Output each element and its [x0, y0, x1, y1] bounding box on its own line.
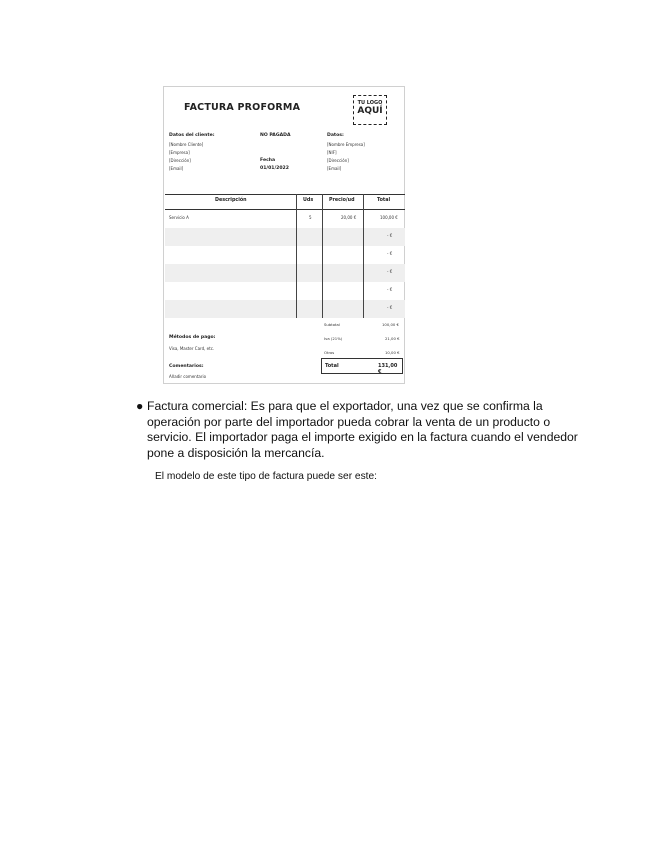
bullet-dot: ● — [136, 399, 144, 413]
company-data-label: Datos: — [327, 133, 344, 138]
row-total: - € — [387, 269, 393, 274]
column-divider — [363, 194, 364, 318]
invoice-title: FACTURA PROFORMA — [184, 102, 301, 113]
table-row — [165, 246, 405, 264]
date-value: 01/01/2022 — [260, 166, 289, 171]
client-label: Datos del cliente: — [169, 133, 215, 138]
comments-label: Comentarios: — [169, 364, 204, 369]
subtotal-label: Subtotal — [324, 322, 340, 327]
company-line: [Email] — [327, 166, 342, 171]
client-line: [Dirección] — [169, 158, 191, 163]
table-row — [165, 300, 405, 318]
iva-label: Iva (21%) — [324, 336, 343, 341]
client-line: [Empresa] — [169, 150, 190, 155]
row-total: 100,00 € — [380, 215, 398, 220]
col-units: Uds — [303, 198, 314, 203]
row-price: 20,00 € — [341, 215, 357, 220]
client-line: [Email] — [169, 166, 184, 171]
client-line: [Nombre Cliente] — [169, 142, 204, 147]
row-total: - € — [387, 251, 393, 256]
iva-value: 21,00 € — [385, 336, 400, 341]
comments-value: Añadir comentario — [169, 374, 207, 379]
bullet-item — [136, 399, 596, 461]
bullet-text: Factura comercial: Es para que el exportador, una vez que se confirma la operación por parte del importador pueda cobrar la venta de un producto o servicio. El importador paga el importe exigido en la factura cuando el vendedor pone a disposición la mercancía. — [147, 399, 578, 460]
col-price: Precio/ud — [329, 198, 355, 203]
table-row — [165, 210, 405, 228]
table-row — [165, 264, 405, 282]
bullet-paragraph — [147, 399, 596, 461]
table-row — [165, 282, 405, 300]
column-divider — [322, 194, 323, 318]
total-value: 131,00 € — [378, 363, 398, 375]
client-lines — [169, 141, 203, 173]
logo-placeholder — [353, 95, 387, 125]
row-total: - € — [387, 233, 393, 238]
logo-line2: AQUÍ — [357, 106, 383, 116]
payment-value: Visa, Master Card, etc. — [169, 346, 215, 351]
status-label: NO PAGADA — [260, 133, 291, 138]
total-label: Total — [325, 363, 339, 369]
date-label: Fecha — [260, 158, 276, 163]
row-total: - € — [387, 305, 393, 310]
column-divider — [296, 194, 297, 318]
invoice-image — [163, 86, 405, 384]
payment-label: Métodos de pago: — [169, 335, 216, 340]
otros-label: Otros — [324, 350, 335, 355]
company-lines — [327, 141, 365, 173]
otros-value: 10,00 € — [385, 350, 400, 355]
subtotal-value: 100,00 € — [382, 322, 399, 327]
company-line: [Dirección] — [327, 158, 349, 163]
company-line: [Nombre Empresa] — [327, 142, 365, 147]
row-uds: 5 — [309, 215, 312, 220]
table-row — [165, 228, 405, 246]
company-line: [NIF] — [327, 150, 337, 155]
col-total: Total — [377, 198, 391, 203]
table-header — [165, 194, 405, 210]
col-description: Descripción — [215, 198, 247, 203]
row-desc: Servicio A — [169, 215, 189, 220]
row-total: - € — [387, 287, 393, 292]
model-paragraph: El modelo de este tipo de factura puede ser este: — [155, 471, 378, 482]
logo-line1: TU LOGO — [357, 100, 383, 106]
total-box — [321, 358, 403, 374]
